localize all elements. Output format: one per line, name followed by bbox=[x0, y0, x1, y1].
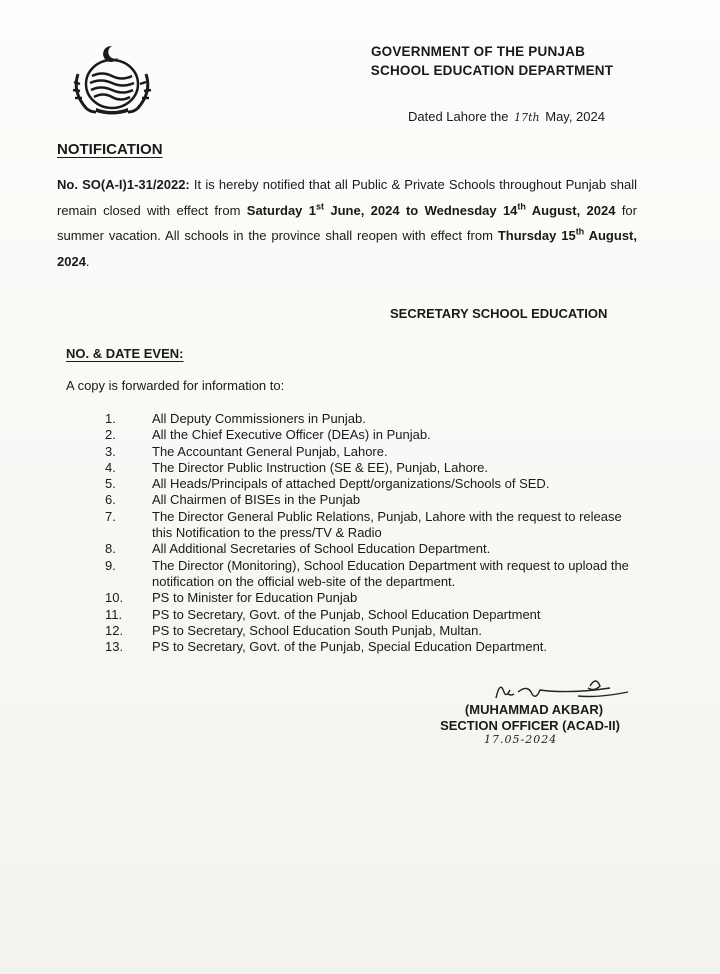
punjab-government-crest-icon bbox=[62, 38, 162, 118]
list-item: 7. The Director General Public Relations, Punjab, Lahore with the request to release this Notification to the press/TV & Radio bbox=[105, 508, 622, 541]
no-date-even-heading: NO. & DATE EVEN: bbox=[66, 346, 184, 361]
close-to-date: August, 2024 bbox=[525, 202, 616, 218]
list-item: 4. The Director Public Instruction (SE & EE), Punjab, Lahore. bbox=[105, 459, 488, 475]
recipient-list bbox=[105, 411, 645, 655]
close-from-date bbox=[247, 203, 616, 218]
sup-th-1: th bbox=[517, 201, 526, 212]
list-item: 9. The Director (Monitoring), School Education Department with request to upload the notification on the official web-site of the department. bbox=[105, 557, 629, 589]
list-item: 11. PS to Secretary, Govt. of the Punjab, School Education Department bbox=[105, 606, 541, 622]
dated-day-handwritten: 17th bbox=[514, 111, 540, 124]
list-item: 3. The Accountant General Punjab, Lahore. bbox=[105, 443, 388, 459]
handwritten-signature-icon bbox=[478, 674, 638, 702]
reopen-part1: Thursday 15 bbox=[497, 228, 576, 243]
list-item: 10. PS to Minister for Education Punjab bbox=[105, 590, 358, 606]
dated-prefix: Dated Lahore the bbox=[408, 109, 509, 124]
list-item: 6. All Chairmen of BISEs in the Punjab bbox=[105, 492, 361, 508]
list-item: 1. All Deputy Commissioners in Punjab. bbox=[105, 411, 366, 426]
body-text-1: It is hereby notified that all Public & Private Schools throughout Punjab shall remain closed with effect from bbox=[57, 177, 638, 218]
list-item: 13. PS to Secretary, Govt. of the Punjab, Special Education Department. bbox=[105, 639, 548, 655]
sup-st: st bbox=[316, 201, 325, 212]
sup-th-2: th bbox=[575, 226, 585, 237]
notification-body bbox=[57, 172, 637, 274]
list-item: 2. All the Chief Executive Officer (DEAs) in Punjab. bbox=[105, 427, 431, 443]
government-title: GOVERNMENT OF THE PUNJAB bbox=[370, 44, 586, 59]
body-end: . bbox=[85, 253, 90, 269]
copy-forwarded-intro: A copy is forwarded for information to: bbox=[66, 378, 285, 393]
close-from-part1: Saturday 1 bbox=[246, 202, 316, 218]
secretary-signature-line: SECRETARY SCHOOL EDUCATION bbox=[390, 306, 608, 321]
department-title: SCHOOL EDUCATION DEPARTMENT bbox=[370, 63, 614, 78]
close-from-part2: June, 2024 to Wednesday 14 bbox=[324, 202, 518, 218]
reopen-part2: August, 2024 bbox=[57, 228, 637, 269]
signatory-name: (MUHAMMAD AKBAR) bbox=[464, 702, 604, 717]
body-text-2: for summer vacation. All schools in the province shall reopen with effect from bbox=[57, 202, 637, 243]
list-item: 8. All Additional Secretaries of School Education Department. bbox=[105, 541, 491, 557]
list-item: 5. All Heads/Principals of attached Deptt/organizations/Schools of SED. bbox=[105, 476, 550, 492]
signatory-title: SECTION OFFICER (ACAD-II) bbox=[440, 718, 620, 733]
signatory-date-handwritten: 17.05-2024 bbox=[484, 733, 558, 746]
list-item: 12. PS to Secretary, School Education South Punjab, Multan. bbox=[105, 622, 483, 638]
notification-heading: NOTIFICATION bbox=[57, 141, 163, 158]
dated-line bbox=[408, 109, 605, 124]
dated-suffix: May, 2024 bbox=[545, 109, 605, 124]
reference-number: No. SO(A-I)1-31/2022: bbox=[57, 177, 190, 192]
